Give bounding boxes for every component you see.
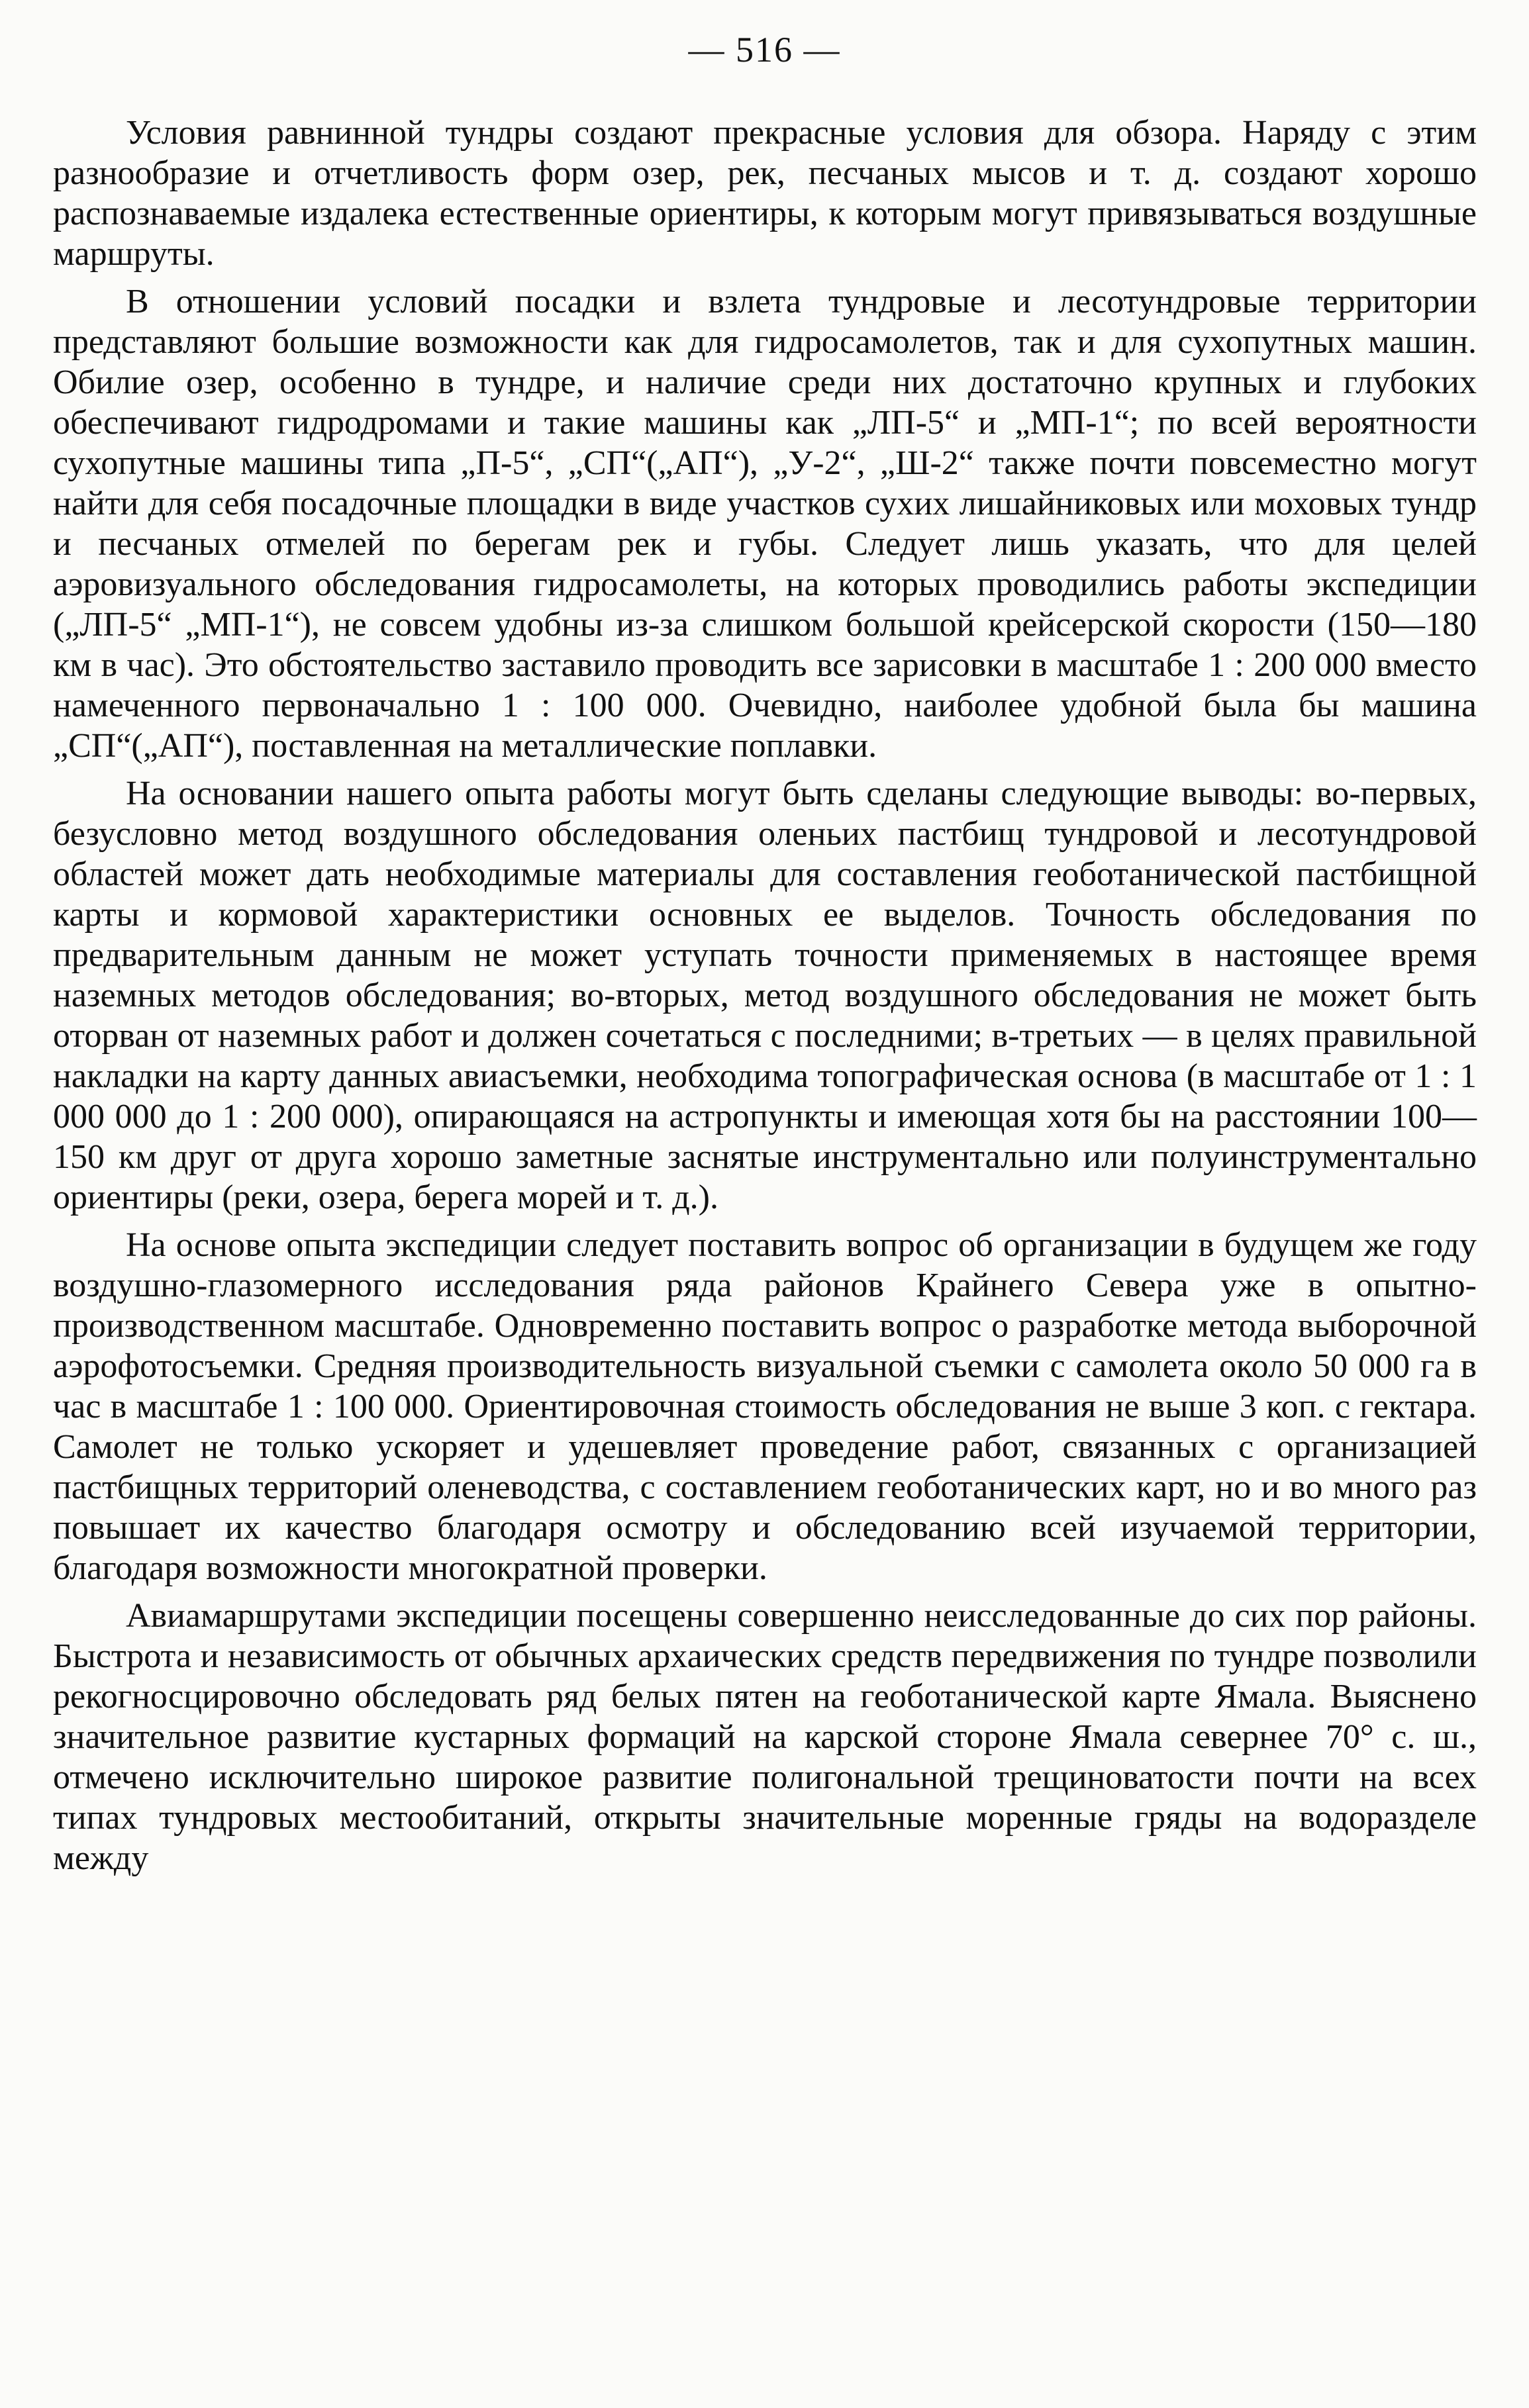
paragraph-5: Авиамаршрутами экспедиции посещены совершенно неисследованные до сих пор районы. Быстрота и независимость от обычных архаических средств передвижения по тундре позволили рекогносцировочно обследовать ряд белых пятен на геоботанической карте Ямала. Выяснено значительное развитие кустарных формаций на карской стороне Ямала севернее 70° с. ш., отмечено исключительно широкое развитие полигональной трещиноватости почти на всех типах тундровых местообитаний, открыты значительные моренные гряды на водоразделе между bbox=[53, 1597, 1477, 1877]
paragraph-4: На основе опыта экспедиции следует поставить вопрос об организации в будущем же году воздушно-глазомерного исследования ряда районов Крайнего Севера уже в опытно-производственном масштабе. Одновременно поставить вопрос о разработке метода выборочной аэрофотосъемки. Средняя производительность визуальной съемки с самолета около 50 000 га в час в масштабе 1 : 100 000. Ориентировочная стоимость обследования не выше 3 коп. с гектара. Самолет не только ускоряет и удешевляет проведение работ, связанных с организацией пастбищных территорий оленеводства, с составлением геоботанических карт, но и во много раз повышает их качество благодаря осмотру и обследованию всей изучаемой территории, благодаря возможности многократной проверки. bbox=[53, 1226, 1477, 1587]
paragraph-1: Условия равнинной тундры создают прекрасные условия для обзора. Наряду с этим разнообразие и отчетливость форм озер, рек, песчаных мысов и т. д. создают хорошо распознаваемые издалека естественные ориентиры, к которым могут привязываться воздушные маршруты. bbox=[53, 114, 1477, 273]
page-number: — 516 — bbox=[688, 30, 841, 70]
text-body bbox=[53, 113, 1477, 1886]
paragraph-2: В отношении условий посадки и взлета тундровые и лесотундровые территории представляют большие возможности как для гидросамолетов, так и для сухопутных машин. Обилие озер, особенно в тундре, и наличие среди них достаточно крупных и глубоких обеспечивают гидродромами и такие машины как „ЛП-5“ и „МП-1“; по всей вероятности сухопутные машины типа „П-5“, „СП“(„АП“), „У-2“, „Ш-2“ также почти повсеместно могут найти для себя посадочные площадки в виде участков сухих лишайниковых или моховых тундр и песчаных отмелей по берегам рек и губы. Следует лишь указать, что для целей аэровизуального обследования гидросамолеты, на которых проводились работы экспедиции („ЛП-5“ „МП-1“), не совсем удобны из-за слишком большой крейсерской скорости (150—180 км в час). Это обстоятельство заставило проводить все зарисовки в масштабе 1 : 200 000 вместо намеченного первоначально 1 : 100 000. Очевидно, наиболее удобной была бы машина „СП“(„АП“), поставленная на металлические поплавки. bbox=[53, 283, 1477, 765]
paragraph-3: На основании нашего опыта работы могут быть сделаны следующие выводы: во-первых, безусловно метод воздушного обследования оленьих пастбищ тундровой и лесотундровой областей может дать необходимые материалы для составления геоботанической пастбищной карты и кормовой характеристики основных ее выделов. Точность обследования по предварительным данным не может уступать точности применяемых в настоящее время наземных методов обследования; во-вторых, метод воздушного обследования не может быть оторван от наземных работ и должен сочетаться с последними; в-третьих — в целях правильной накладки на карту данных авиасъемки, необходима топографическая основа (в масштабе от 1 : 1 000 000 до 1 : 200 000), опирающаяся на астропункты и имеющая хотя бы на расстоянии 100—150 км друг от друга хорошо заметные заснятые инструментально или полуинструментально ориентиры (реки, озера, берега морей и т. д.). bbox=[53, 775, 1477, 1216]
